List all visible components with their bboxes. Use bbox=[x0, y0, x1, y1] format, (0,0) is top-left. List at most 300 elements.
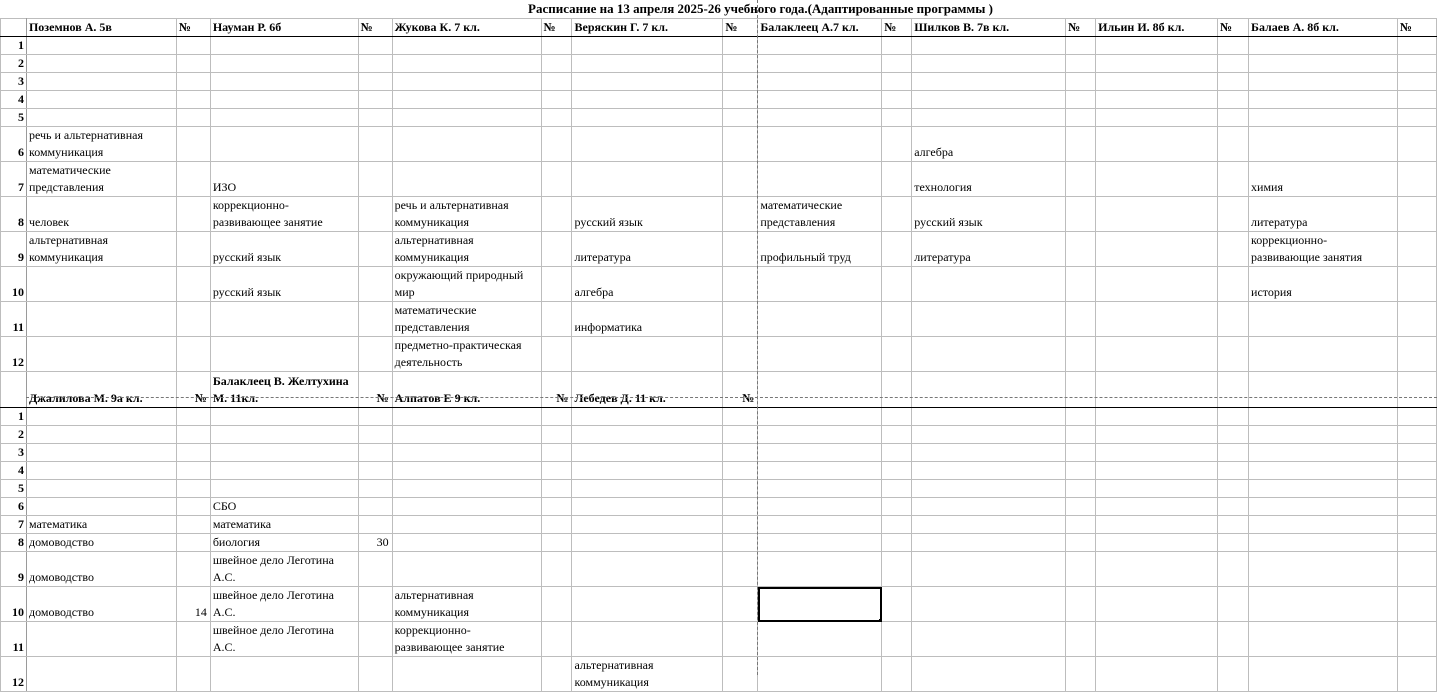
lesson-number[interactable]: 11 bbox=[1, 622, 27, 657]
empty-cell[interactable] bbox=[1218, 462, 1249, 480]
room-cell[interactable] bbox=[358, 197, 392, 232]
subject-cell[interactable]: домоводство bbox=[26, 552, 176, 587]
subject-cell[interactable] bbox=[572, 162, 723, 197]
room-cell[interactable] bbox=[176, 534, 210, 552]
subject-cell[interactable] bbox=[26, 408, 176, 426]
room-cell[interactable] bbox=[176, 37, 210, 55]
lesson-number[interactable]: 6 bbox=[1, 127, 27, 162]
subject-cell[interactable] bbox=[26, 109, 176, 127]
subject-cell[interactable] bbox=[1249, 127, 1398, 162]
room-cell[interactable] bbox=[541, 657, 572, 692]
subject-cell[interactable] bbox=[572, 480, 723, 498]
room-cell[interactable] bbox=[176, 73, 210, 91]
empty-cell[interactable] bbox=[758, 657, 882, 692]
subject-cell[interactable]: коррекционно-развивающее занятие bbox=[210, 197, 358, 232]
room-cell[interactable] bbox=[176, 109, 210, 127]
lesson-number[interactable]: 4 bbox=[1, 91, 27, 109]
room-cell[interactable] bbox=[1218, 37, 1249, 55]
room-cell[interactable] bbox=[723, 657, 758, 692]
empty-cell[interactable] bbox=[1066, 552, 1096, 587]
room-cell[interactable] bbox=[176, 91, 210, 109]
subject-cell[interactable] bbox=[572, 37, 723, 55]
subject-cell[interactable] bbox=[210, 462, 358, 480]
empty-cell[interactable] bbox=[1397, 657, 1436, 692]
no-header[interactable]: № bbox=[723, 19, 758, 37]
room-cell[interactable] bbox=[176, 267, 210, 302]
subject-cell[interactable] bbox=[1096, 302, 1218, 337]
subject-cell[interactable] bbox=[210, 37, 358, 55]
empty-cell[interactable] bbox=[1249, 587, 1398, 622]
subject-cell[interactable] bbox=[210, 408, 358, 426]
student-header[interactable]: Балаклеец В. Желтухина М. 11кл. bbox=[210, 372, 358, 408]
empty-cell[interactable] bbox=[1218, 480, 1249, 498]
subject-cell[interactable] bbox=[26, 480, 176, 498]
empty-cell[interactable] bbox=[1249, 657, 1398, 692]
subject-cell[interactable]: алгебра bbox=[912, 127, 1066, 162]
subject-cell[interactable] bbox=[912, 109, 1066, 127]
lesson-number[interactable]: 9 bbox=[1, 552, 27, 587]
room-cell[interactable] bbox=[1066, 267, 1096, 302]
room-cell[interactable] bbox=[1397, 302, 1436, 337]
empty-cell[interactable] bbox=[1066, 480, 1096, 498]
subject-cell[interactable] bbox=[392, 37, 541, 55]
subject-cell[interactable] bbox=[1096, 267, 1218, 302]
empty-cell[interactable] bbox=[758, 444, 882, 462]
lesson-number[interactable]: 8 bbox=[1, 197, 27, 232]
room-cell[interactable] bbox=[358, 73, 392, 91]
empty-cell[interactable] bbox=[1249, 498, 1398, 516]
room-cell[interactable] bbox=[176, 657, 210, 692]
room-cell[interactable]: 30 bbox=[358, 534, 392, 552]
room-cell[interactable] bbox=[541, 127, 572, 162]
room-cell[interactable] bbox=[541, 587, 572, 622]
subject-cell[interactable] bbox=[572, 534, 723, 552]
room-cell[interactable] bbox=[882, 232, 912, 267]
lesson-number[interactable]: 5 bbox=[1, 480, 27, 498]
subject-cell[interactable]: химия bbox=[1249, 162, 1398, 197]
room-cell[interactable] bbox=[1218, 73, 1249, 91]
lesson-number[interactable]: 2 bbox=[1, 55, 27, 73]
lesson-number[interactable]: 5 bbox=[1, 109, 27, 127]
student-header[interactable]: Балаклеец А.7 кл. bbox=[758, 19, 882, 37]
room-cell[interactable] bbox=[1397, 267, 1436, 302]
room-cell[interactable] bbox=[882, 37, 912, 55]
room-cell[interactable] bbox=[176, 552, 210, 587]
subject-cell[interactable]: русский язык bbox=[912, 197, 1066, 232]
room-cell[interactable] bbox=[1218, 127, 1249, 162]
empty-cell[interactable] bbox=[882, 657, 912, 692]
no-header[interactable]: № bbox=[358, 19, 392, 37]
no-header[interactable]: № bbox=[176, 19, 210, 37]
room-cell[interactable] bbox=[1218, 55, 1249, 73]
empty-cell[interactable] bbox=[1066, 426, 1096, 444]
subject-cell[interactable] bbox=[572, 127, 723, 162]
room-cell[interactable] bbox=[541, 552, 572, 587]
subject-cell[interactable] bbox=[392, 55, 541, 73]
empty-cell[interactable] bbox=[1249, 408, 1398, 426]
subject-cell[interactable] bbox=[912, 55, 1066, 73]
empty-cell[interactable] bbox=[882, 622, 912, 657]
subject-cell[interactable] bbox=[572, 516, 723, 534]
subject-cell[interactable] bbox=[210, 657, 358, 692]
lesson-number[interactable]: 3 bbox=[1, 444, 27, 462]
empty-cell[interactable] bbox=[882, 516, 912, 534]
room-cell[interactable] bbox=[176, 408, 210, 426]
empty-cell[interactable] bbox=[1249, 622, 1398, 657]
subject-cell[interactable] bbox=[210, 73, 358, 91]
empty-cell[interactable] bbox=[882, 534, 912, 552]
lesson-number[interactable]: 2 bbox=[1, 426, 27, 444]
room-cell[interactable] bbox=[882, 127, 912, 162]
subject-cell[interactable] bbox=[1249, 109, 1398, 127]
student-header[interactable]: Джалилова М. 9а кл. bbox=[26, 372, 176, 408]
empty-cell[interactable] bbox=[1096, 622, 1218, 657]
subject-cell[interactable] bbox=[210, 91, 358, 109]
room-cell[interactable] bbox=[1397, 197, 1436, 232]
subject-cell[interactable] bbox=[1249, 37, 1398, 55]
room-cell[interactable] bbox=[358, 55, 392, 73]
room-cell[interactable] bbox=[541, 534, 572, 552]
room-cell[interactable] bbox=[723, 267, 758, 302]
corner-cell[interactable] bbox=[1, 372, 27, 408]
room-cell[interactable] bbox=[1397, 337, 1436, 372]
subject-cell[interactable]: математические представления bbox=[392, 302, 541, 337]
room-cell[interactable] bbox=[541, 444, 572, 462]
no-header[interactable]: № bbox=[541, 372, 572, 408]
empty-cell[interactable] bbox=[1096, 498, 1218, 516]
empty-cell[interactable] bbox=[1397, 462, 1436, 480]
empty-cell[interactable] bbox=[882, 372, 912, 408]
subject-cell[interactable] bbox=[572, 337, 723, 372]
empty-cell[interactable] bbox=[1218, 552, 1249, 587]
subject-cell[interactable]: альтернативная коммуникация bbox=[572, 657, 723, 692]
subject-cell[interactable] bbox=[210, 426, 358, 444]
room-cell[interactable] bbox=[541, 516, 572, 534]
empty-cell[interactable] bbox=[882, 587, 912, 622]
subject-cell[interactable] bbox=[1096, 127, 1218, 162]
student-header[interactable]: Балаев А. 8б кл. bbox=[1249, 19, 1398, 37]
subject-cell[interactable] bbox=[392, 657, 541, 692]
student-header[interactable]: Алпатов Е 9 кл. bbox=[392, 372, 541, 408]
subject-cell[interactable] bbox=[1249, 55, 1398, 73]
room-cell[interactable] bbox=[882, 302, 912, 337]
subject-cell[interactable] bbox=[912, 302, 1066, 337]
subject-cell[interactable] bbox=[392, 516, 541, 534]
lesson-number[interactable]: 1 bbox=[1, 408, 27, 426]
subject-cell[interactable] bbox=[1096, 197, 1218, 232]
empty-cell[interactable] bbox=[758, 534, 882, 552]
lesson-number[interactable]: 7 bbox=[1, 162, 27, 197]
empty-cell[interactable] bbox=[758, 462, 882, 480]
empty-cell[interactable] bbox=[1249, 480, 1398, 498]
room-cell[interactable] bbox=[176, 55, 210, 73]
subject-cell[interactable] bbox=[758, 267, 882, 302]
room-cell[interactable] bbox=[176, 498, 210, 516]
empty-cell[interactable] bbox=[1249, 534, 1398, 552]
subject-cell[interactable]: СБО bbox=[210, 498, 358, 516]
subject-cell[interactable] bbox=[1249, 91, 1398, 109]
lesson-number[interactable]: 12 bbox=[1, 657, 27, 692]
student-header[interactable]: Ильин И. 8б кл. bbox=[1096, 19, 1218, 37]
empty-cell[interactable] bbox=[1066, 498, 1096, 516]
subject-cell[interactable] bbox=[912, 91, 1066, 109]
room-cell[interactable] bbox=[358, 622, 392, 657]
empty-cell[interactable] bbox=[1218, 622, 1249, 657]
subject-cell[interactable]: литература bbox=[572, 232, 723, 267]
empty-cell[interactable] bbox=[1066, 408, 1096, 426]
subject-cell[interactable] bbox=[572, 462, 723, 480]
room-cell[interactable] bbox=[1218, 162, 1249, 197]
empty-cell[interactable] bbox=[1096, 480, 1218, 498]
subject-cell[interactable] bbox=[392, 552, 541, 587]
room-cell[interactable] bbox=[882, 197, 912, 232]
room-cell[interactable] bbox=[1397, 91, 1436, 109]
room-cell[interactable] bbox=[176, 516, 210, 534]
subject-cell[interactable] bbox=[26, 498, 176, 516]
room-cell[interactable] bbox=[541, 91, 572, 109]
room-cell[interactable] bbox=[358, 302, 392, 337]
subject-cell[interactable]: швейное дело Леготина А.С. bbox=[210, 552, 358, 587]
lesson-number[interactable]: 4 bbox=[1, 462, 27, 480]
subject-cell[interactable] bbox=[26, 622, 176, 657]
empty-cell[interactable] bbox=[758, 426, 882, 444]
room-cell[interactable] bbox=[358, 37, 392, 55]
empty-cell[interactable] bbox=[1096, 657, 1218, 692]
subject-cell[interactable] bbox=[1249, 73, 1398, 91]
subject-cell[interactable] bbox=[1249, 302, 1398, 337]
subject-cell[interactable] bbox=[26, 55, 176, 73]
empty-cell[interactable] bbox=[1218, 372, 1249, 408]
room-cell[interactable] bbox=[723, 73, 758, 91]
student-header[interactable]: Лебедев Д. 11 кл. bbox=[572, 372, 723, 408]
empty-cell[interactable] bbox=[912, 444, 1066, 462]
empty-cell[interactable] bbox=[1397, 426, 1436, 444]
room-cell[interactable] bbox=[176, 337, 210, 372]
subject-cell[interactable]: коррекционно-развивающие занятия bbox=[1249, 232, 1398, 267]
empty-cell[interactable] bbox=[1218, 408, 1249, 426]
subject-cell[interactable] bbox=[572, 622, 723, 657]
room-cell[interactable] bbox=[882, 267, 912, 302]
room-cell[interactable] bbox=[358, 444, 392, 462]
subject-cell[interactable] bbox=[758, 37, 882, 55]
room-cell[interactable] bbox=[882, 73, 912, 91]
subject-cell[interactable] bbox=[572, 444, 723, 462]
empty-cell[interactable] bbox=[1066, 622, 1096, 657]
room-cell[interactable] bbox=[723, 408, 758, 426]
subject-cell[interactable] bbox=[572, 552, 723, 587]
room-cell[interactable] bbox=[1218, 197, 1249, 232]
room-cell[interactable] bbox=[358, 91, 392, 109]
room-cell[interactable] bbox=[541, 302, 572, 337]
empty-cell[interactable] bbox=[1066, 657, 1096, 692]
room-cell[interactable] bbox=[358, 587, 392, 622]
empty-cell[interactable] bbox=[758, 408, 882, 426]
subject-cell[interactable] bbox=[1096, 91, 1218, 109]
empty-cell[interactable] bbox=[1096, 587, 1218, 622]
room-cell[interactable] bbox=[541, 55, 572, 73]
room-cell[interactable] bbox=[541, 622, 572, 657]
subject-cell[interactable] bbox=[758, 302, 882, 337]
subject-cell[interactable]: швейное дело Леготина А.С. bbox=[210, 587, 358, 622]
no-header[interactable]: № bbox=[176, 372, 210, 408]
subject-cell[interactable] bbox=[1249, 337, 1398, 372]
empty-cell[interactable] bbox=[1397, 480, 1436, 498]
no-header[interactable]: № bbox=[358, 372, 392, 408]
room-cell[interactable] bbox=[1218, 109, 1249, 127]
selected-cell[interactable] bbox=[758, 587, 882, 622]
subject-cell[interactable] bbox=[1096, 55, 1218, 73]
empty-cell[interactable] bbox=[1066, 444, 1096, 462]
subject-cell[interactable] bbox=[758, 337, 882, 372]
subject-cell[interactable] bbox=[1096, 162, 1218, 197]
subject-cell[interactable] bbox=[392, 91, 541, 109]
room-cell[interactable] bbox=[882, 91, 912, 109]
empty-cell[interactable] bbox=[1066, 372, 1096, 408]
room-cell[interactable] bbox=[176, 462, 210, 480]
room-cell[interactable] bbox=[541, 109, 572, 127]
subject-cell[interactable] bbox=[912, 267, 1066, 302]
subject-cell[interactable] bbox=[758, 127, 882, 162]
room-cell[interactable] bbox=[358, 267, 392, 302]
subject-cell[interactable] bbox=[1096, 73, 1218, 91]
room-cell[interactable] bbox=[358, 162, 392, 197]
empty-cell[interactable] bbox=[882, 408, 912, 426]
room-cell[interactable] bbox=[1397, 127, 1436, 162]
subject-cell[interactable]: швейное дело Леготина А.С. bbox=[210, 622, 358, 657]
empty-cell[interactable] bbox=[1096, 444, 1218, 462]
room-cell[interactable] bbox=[176, 232, 210, 267]
room-cell[interactable] bbox=[723, 197, 758, 232]
empty-cell[interactable] bbox=[1218, 657, 1249, 692]
room-cell[interactable] bbox=[541, 337, 572, 372]
room-cell[interactable] bbox=[176, 197, 210, 232]
empty-cell[interactable] bbox=[758, 498, 882, 516]
room-cell[interactable] bbox=[723, 127, 758, 162]
subject-cell[interactable] bbox=[392, 534, 541, 552]
room-cell[interactable] bbox=[723, 232, 758, 267]
room-cell[interactable] bbox=[1218, 302, 1249, 337]
room-cell[interactable] bbox=[541, 408, 572, 426]
subject-cell[interactable]: математика bbox=[26, 516, 176, 534]
room-cell[interactable] bbox=[1066, 302, 1096, 337]
room-cell[interactable] bbox=[541, 498, 572, 516]
room-cell[interactable] bbox=[723, 552, 758, 587]
empty-cell[interactable] bbox=[1096, 372, 1218, 408]
empty-cell[interactable] bbox=[912, 552, 1066, 587]
room-cell[interactable] bbox=[723, 480, 758, 498]
room-cell[interactable] bbox=[1397, 37, 1436, 55]
subject-cell[interactable]: технология bbox=[912, 162, 1066, 197]
room-cell[interactable] bbox=[1397, 55, 1436, 73]
subject-cell[interactable] bbox=[1096, 109, 1218, 127]
subject-cell[interactable]: альтернативная коммуникация bbox=[392, 232, 541, 267]
subject-cell[interactable] bbox=[912, 73, 1066, 91]
empty-cell[interactable] bbox=[882, 480, 912, 498]
room-cell[interactable] bbox=[358, 498, 392, 516]
empty-cell[interactable] bbox=[912, 587, 1066, 622]
empty-cell[interactable] bbox=[1397, 516, 1436, 534]
room-cell[interactable] bbox=[882, 55, 912, 73]
room-cell[interactable] bbox=[358, 109, 392, 127]
room-cell[interactable] bbox=[176, 480, 210, 498]
room-cell[interactable] bbox=[1066, 127, 1096, 162]
empty-cell[interactable] bbox=[1096, 516, 1218, 534]
subject-cell[interactable]: человек bbox=[26, 197, 176, 232]
empty-cell[interactable] bbox=[1096, 552, 1218, 587]
subject-cell[interactable] bbox=[392, 73, 541, 91]
empty-cell[interactable] bbox=[1096, 462, 1218, 480]
subject-cell[interactable] bbox=[26, 73, 176, 91]
empty-cell[interactable] bbox=[1249, 426, 1398, 444]
empty-cell[interactable] bbox=[1397, 444, 1436, 462]
subject-cell[interactable] bbox=[912, 337, 1066, 372]
room-cell[interactable] bbox=[541, 37, 572, 55]
subject-cell[interactable]: ИЗО bbox=[210, 162, 358, 197]
empty-cell[interactable] bbox=[1218, 444, 1249, 462]
room-cell[interactable] bbox=[358, 480, 392, 498]
room-cell[interactable] bbox=[358, 552, 392, 587]
subject-cell[interactable] bbox=[210, 109, 358, 127]
subject-cell[interactable]: речь и альтернативная коммуникация bbox=[26, 127, 176, 162]
room-cell[interactable] bbox=[176, 302, 210, 337]
room-cell[interactable] bbox=[723, 162, 758, 197]
room-cell[interactable] bbox=[1218, 337, 1249, 372]
empty-cell[interactable] bbox=[1066, 534, 1096, 552]
empty-cell[interactable] bbox=[758, 480, 882, 498]
lesson-number[interactable]: 12 bbox=[1, 337, 27, 372]
room-cell[interactable] bbox=[1397, 162, 1436, 197]
subject-cell[interactable] bbox=[392, 127, 541, 162]
subject-cell[interactable] bbox=[26, 91, 176, 109]
subject-cell[interactable] bbox=[392, 426, 541, 444]
room-cell[interactable] bbox=[541, 480, 572, 498]
subject-cell[interactable] bbox=[26, 444, 176, 462]
subject-cell[interactable] bbox=[572, 408, 723, 426]
subject-cell[interactable] bbox=[210, 480, 358, 498]
empty-cell[interactable] bbox=[912, 534, 1066, 552]
student-header[interactable]: Веряскин Г. 7 кл. bbox=[572, 19, 723, 37]
empty-cell[interactable] bbox=[1218, 516, 1249, 534]
room-cell[interactable] bbox=[723, 498, 758, 516]
empty-cell[interactable] bbox=[758, 622, 882, 657]
empty-cell[interactable] bbox=[1096, 534, 1218, 552]
empty-cell[interactable] bbox=[1249, 552, 1398, 587]
room-cell[interactable] bbox=[358, 127, 392, 162]
empty-cell[interactable] bbox=[912, 498, 1066, 516]
subject-cell[interactable] bbox=[392, 444, 541, 462]
no-header[interactable]: № bbox=[723, 372, 758, 408]
empty-cell[interactable] bbox=[1249, 372, 1398, 408]
subject-cell[interactable]: история bbox=[1249, 267, 1398, 302]
empty-cell[interactable] bbox=[912, 516, 1066, 534]
subject-cell[interactable] bbox=[758, 55, 882, 73]
no-header[interactable]: № bbox=[1218, 19, 1249, 37]
no-header[interactable]: № bbox=[882, 19, 912, 37]
subject-cell[interactable] bbox=[210, 127, 358, 162]
room-cell[interactable] bbox=[1397, 109, 1436, 127]
subject-cell[interactable] bbox=[912, 37, 1066, 55]
empty-cell[interactable] bbox=[1397, 408, 1436, 426]
empty-cell[interactable] bbox=[912, 426, 1066, 444]
lesson-number[interactable]: 10 bbox=[1, 587, 27, 622]
student-header[interactable]: Шилков В. 7в кл. bbox=[912, 19, 1066, 37]
room-cell[interactable] bbox=[358, 408, 392, 426]
student-header[interactable]: Поземнов А. 5в bbox=[26, 19, 176, 37]
empty-cell[interactable] bbox=[1066, 462, 1096, 480]
room-cell[interactable] bbox=[882, 109, 912, 127]
room-cell[interactable] bbox=[1066, 109, 1096, 127]
room-cell[interactable] bbox=[1066, 232, 1096, 267]
